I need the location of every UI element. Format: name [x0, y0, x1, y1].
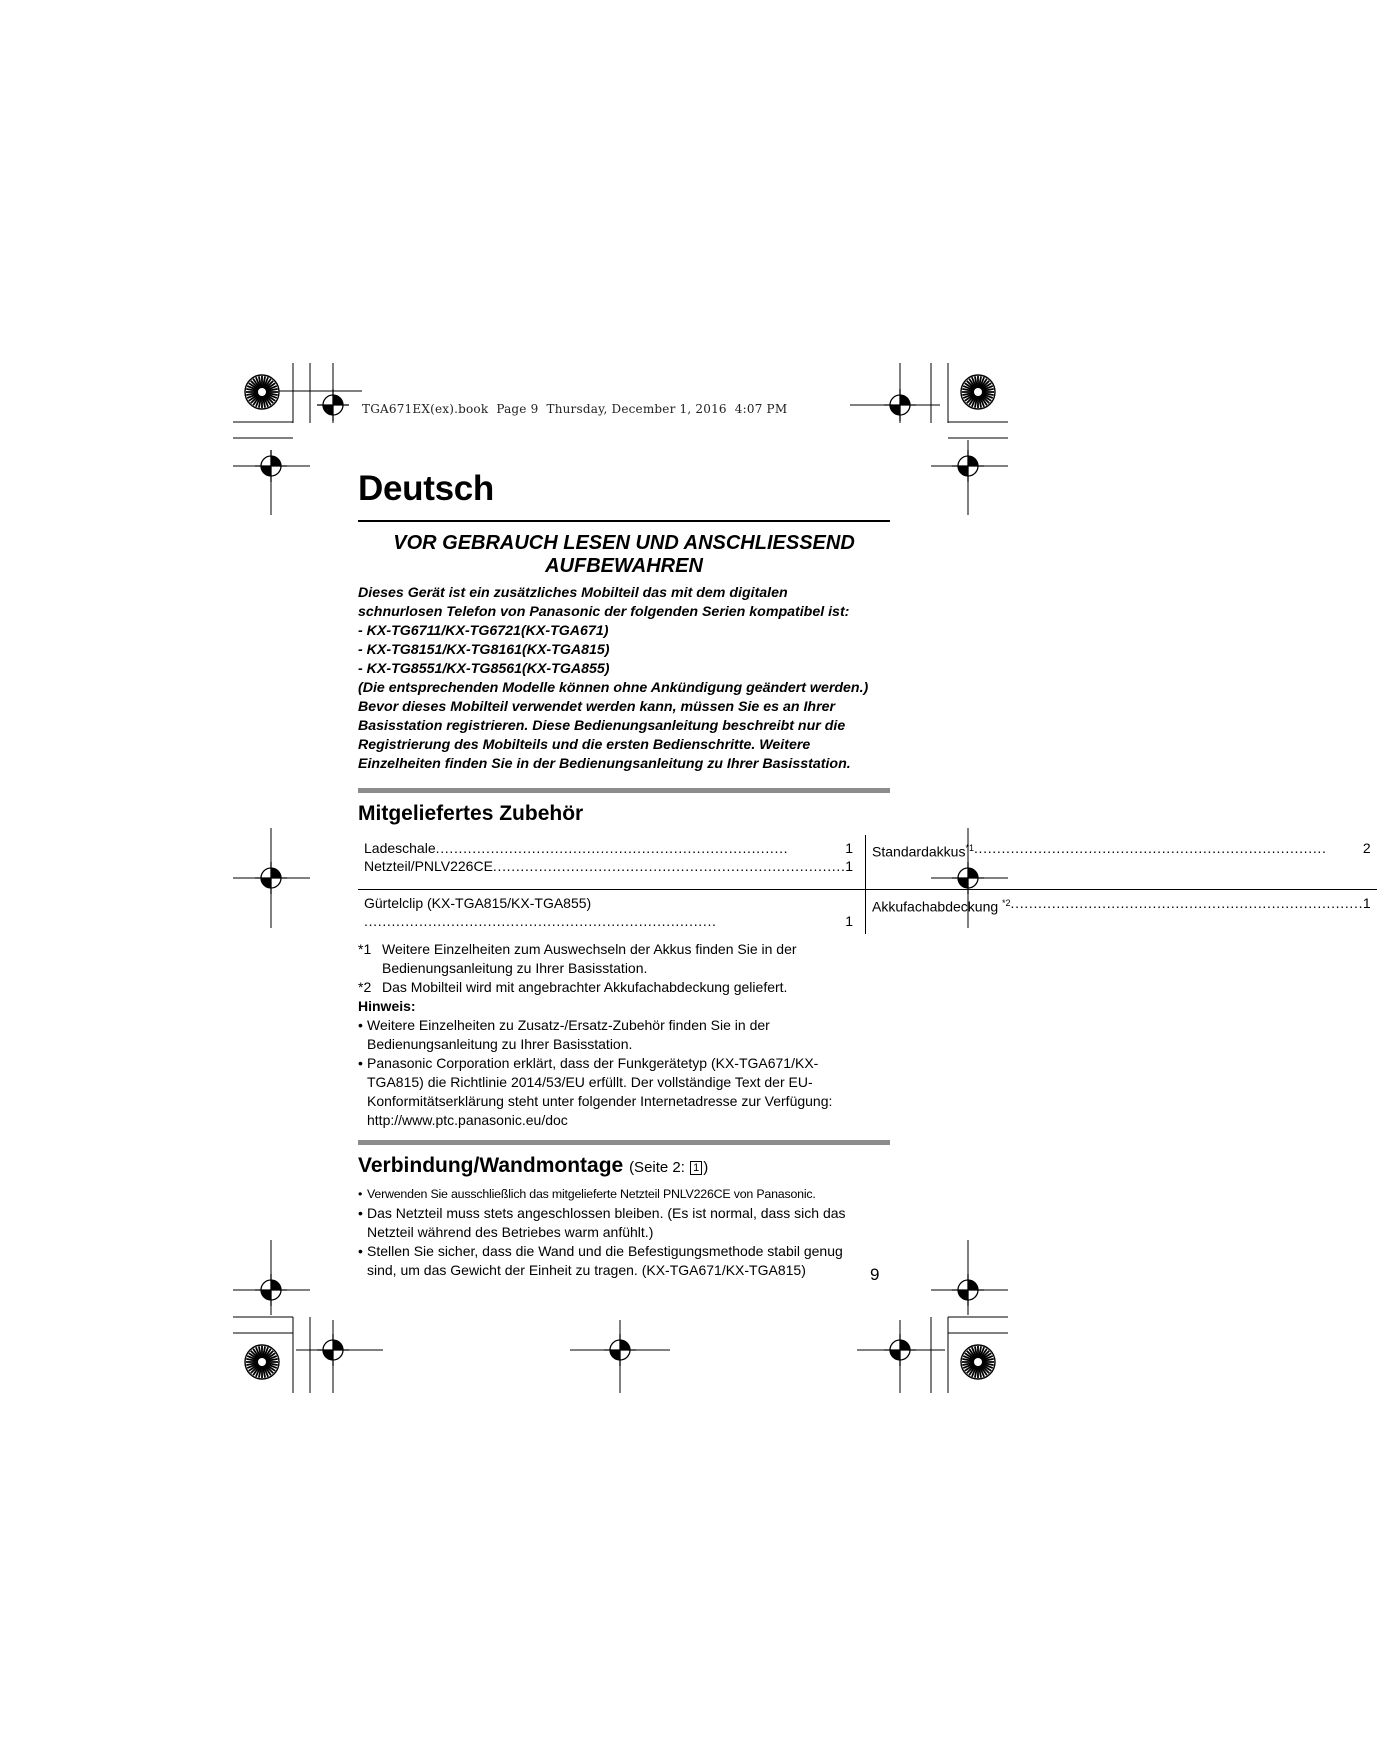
footnote: *2 Das Mobilteil wird mit angebrachter Akkufachabdeckung geliefert.	[358, 979, 788, 995]
accessories-table	[358, 835, 1377, 934]
figure-number-box: 1	[690, 1161, 702, 1175]
notes-list	[358, 1016, 890, 1130]
manual-page-content	[358, 468, 1371, 1280]
connection-item: • Verwenden Sie ausschließlich das mitgelieferte Netzteil PNLV226CE von Panasonic.	[358, 1185, 890, 1204]
footnotes	[358, 940, 890, 997]
accessory-item: Netzteil/PNLV226CE . . . 1	[364, 857, 853, 875]
page-number: 9	[870, 1265, 880, 1284]
title-rule	[358, 520, 890, 522]
connection-item: • Das Netzteil muss stets angeschlossen bleiben. (Es ist normal, dass sich das Netzteil während des Betriebes warm anfühlt.)	[358, 1204, 890, 1242]
accessory-item: Standardakkus$^{*1}$ . . . 2	[872, 839, 1371, 861]
accessories-heading: Mitgeliefertes Zubehör	[358, 802, 584, 825]
connection-item: • Stellen Sie sicher, dass die Wand und die Befestigungsmethode stabil genug sind, um das Gewicht der Einheit zu tragen. (KX-TGA671/KX-TGA815)	[358, 1242, 890, 1280]
note-item: • Weitere Einzelheiten zu Zusatz-/Ersatz-Zubehör finden Sie in der Bedienungsanleitung zu Ihrer Basisstation.	[358, 1016, 890, 1054]
accessory-item: Gürtelclip (KX-TGA815/KX-TGA855) . . . 1	[364, 894, 853, 930]
connection-list	[358, 1185, 890, 1280]
accessory-item: Akkufachabdeckung $^{*2}$ . . . 1	[872, 894, 1371, 916]
section-rule	[358, 788, 890, 793]
note-heading: Hinweis:	[358, 998, 416, 1014]
page-reference: (Seite 2: 1 )	[629, 1159, 709, 1176]
print-header-slug: TGA671EX(ex).book Page 9 Thursday, December 1, 2016 4:07 PM	[362, 402, 788, 416]
accessory-item: Ladeschale . . . 1	[364, 839, 853, 857]
footnote: *1 Weitere Einzelheiten zum Auswechseln der Akkus finden Sie in der Bedienungsanleitung zu Ihrer Basisstation.	[358, 941, 797, 976]
intro-paragraph: Dieses Gerät ist ein zusätzliches Mobilteil das mit dem digitalen schnurlosen Telefon von Panasonic der folgenden Serien kompatibel ist: - KX-TG6711/KX-TG6721(KX-TGA671) - KX-TG8151/KX-TG8161(KX-TGA815) - KX-TG8551/KX-TG8561(KX-TGA855) (Die entsprechenden Modelle können ohne Ankündigung geändert werden.) Bevor dieses Mobilteil verwendet werden kann, müssen Sie es an Ihrer Basisstation registrieren. Diese Bedienungsanleitung beschreibt nur die Registrierung des Mobilteils und die ersten Bedienschritte. Weitere Einzelheiten finden Sie in der Bedienungsanleitung zu Ihrer Basisstation.	[358, 585, 869, 772]
connection-heading: Verbindung/Wandmontage (Seite 2: 1 )	[358, 1154, 709, 1177]
warning-title: VOR GEBRAUCH LESEN UND ANSCHLIESSEND AUFBEWAHREN	[393, 532, 855, 577]
section-rule	[358, 1140, 890, 1145]
note-item: • Panasonic Corporation erklärt, dass der Funkgerätetyp (KX-TGA671/KX- TGA815) die Richtlinie 2014/53/EU erfüllt. Der vollständige Text der EU- Konformitätserklärung steht unter folgender Internetadresse zur Verfügung: http://www.ptc.panasonic.eu/doc	[358, 1054, 890, 1130]
language-title: Deutsch	[358, 469, 494, 508]
